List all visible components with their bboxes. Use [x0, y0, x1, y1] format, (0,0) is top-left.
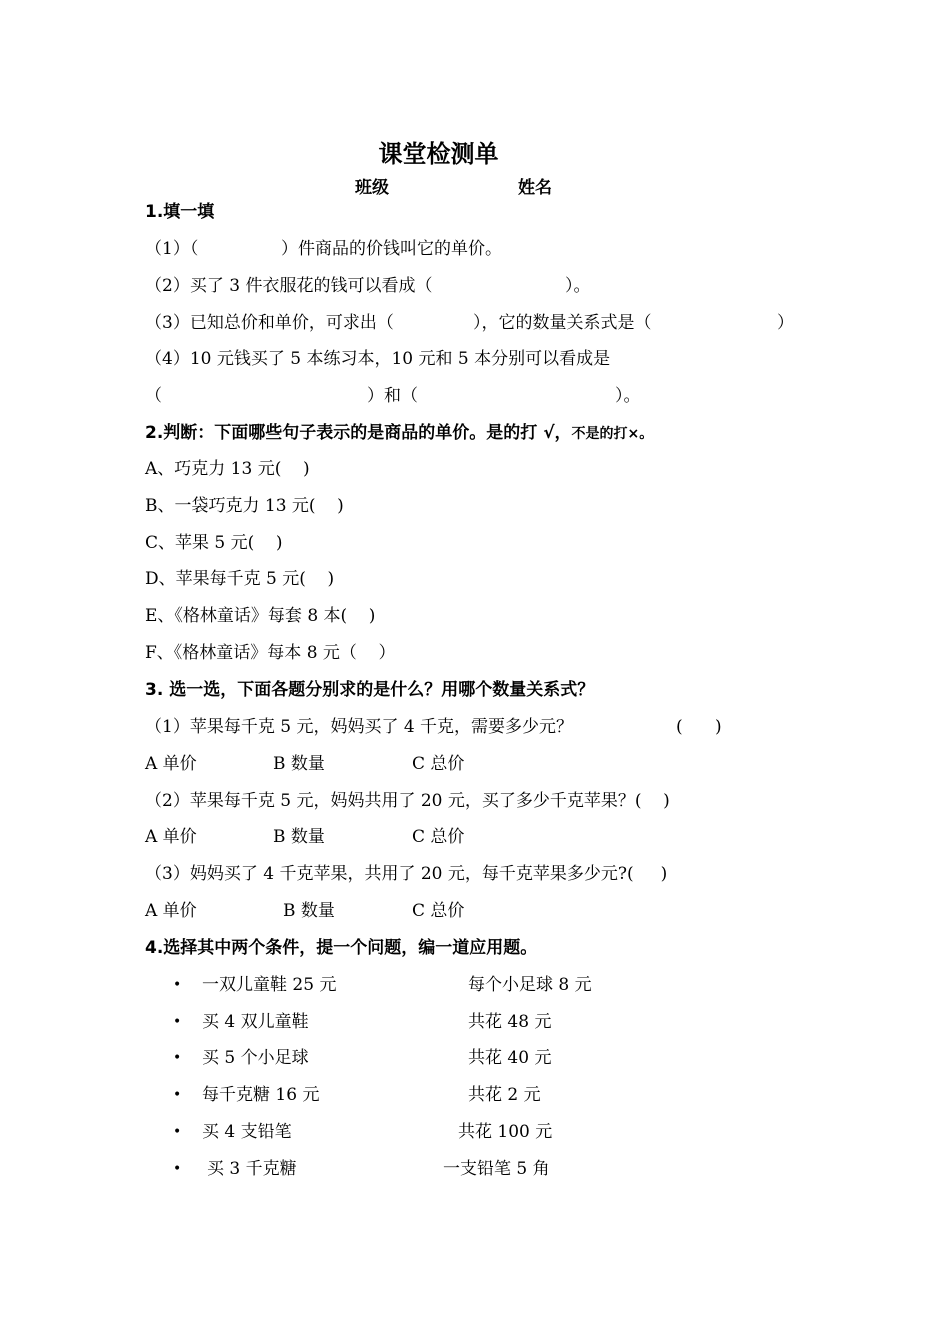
s4-row4-right: 共花 2 元	[468, 1085, 541, 1105]
name-label: 姓名	[518, 178, 552, 198]
s3-q1-paren: ( )	[676, 717, 722, 737]
s1-q3-mid: ），它的数量关系式是（	[473, 313, 652, 333]
s4-row4-left: 每千克糖 16 元	[202, 1085, 320, 1105]
s3-q1-opt-c: C 总价	[412, 754, 465, 774]
s2-item-b: B、一袋巧克力 13 元( )	[145, 496, 344, 516]
class-label: 班级	[355, 178, 389, 198]
s4-row5-right: 共花 100 元	[458, 1122, 553, 1142]
s4-row6-left: 买 3 千克糖	[207, 1159, 297, 1179]
s4-row2-right: 共花 48 元	[468, 1012, 552, 1032]
s1-q4-blank3: ）。	[615, 386, 641, 406]
s4-row6-right: 一支铅笔 5 角	[443, 1159, 550, 1179]
bullet-icon: •	[173, 1161, 182, 1177]
s3-q3-opt-c: C 总价	[412, 901, 465, 921]
section2-heading-main: 2.判断：下面哪些句子表示的是商品的单价。是的打 √，	[145, 423, 572, 443]
s3-q3-opt-a: A 单价	[145, 901, 197, 921]
s2-item-e: E、《格林童话》每套 8 本( )	[145, 606, 376, 626]
s4-row2-left: 买 4 双儿童鞋	[202, 1012, 309, 1032]
s4-row3-right: 共花 40 元	[468, 1048, 552, 1068]
bullet-icon: •	[173, 1087, 182, 1103]
s3-q2-opt-b: B 数量	[273, 827, 325, 847]
section4-heading: 4.选择其中两个条件，提一个问题，编一道应用题。	[145, 938, 538, 958]
s3-q2-opt-a: A 单价	[145, 827, 197, 847]
s4-row1-left: 一双儿童鞋 25 元	[202, 975, 337, 995]
s3-q1-opt-a: A 单价	[145, 754, 197, 774]
bullet-icon: •	[173, 1014, 182, 1030]
s2-item-d: D、苹果每千克 5 元( )	[145, 569, 335, 589]
page-title: 课堂检测单	[378, 140, 499, 168]
s3-q1: （1）苹果每千克 5 元，妈妈买了 4 千克，需要多少元？	[145, 717, 574, 737]
s4-row5-left: 买 4 支铅笔	[202, 1122, 292, 1142]
section2-heading	[145, 422, 653, 445]
s1-q2-start: （2）买了 3 件衣服花的钱可以看成（	[145, 276, 433, 296]
s4-row1-right: 每个小足球 8 元	[468, 975, 592, 995]
s3-q2: （2）苹果每千克 5 元，妈妈共用了 20 元，买了多少千克苹果？( )	[145, 791, 670, 811]
bullet-icon: •	[173, 977, 182, 993]
s4-row3-left: 买 5 个小足球	[202, 1048, 309, 1068]
bullet-icon: •	[173, 1050, 182, 1066]
s1-q3-start: （3）已知总价和单价，可求出（	[145, 313, 394, 333]
s1-q4: （4）10 元钱买了 5 本练习本，10 元和 5 本分别可以看成是	[145, 349, 611, 369]
s1-q3-end: ）	[777, 313, 794, 333]
section3-heading: 3. 选一选，下面各题分别求的是什么？用哪个数量关系式？	[145, 680, 595, 700]
s1-q4-blank1: （	[145, 386, 162, 406]
s3-q1-opt-b: B 数量	[273, 754, 325, 774]
s2-item-f: F、《格林童话》每本 8 元（ ）	[145, 643, 396, 663]
s1-q1-start: （1）（	[145, 239, 199, 259]
section2-heading-tail: 不是的打×。	[571, 426, 654, 442]
s2-item-c: C、苹果 5 元( )	[145, 533, 283, 553]
s3-q2-opt-c: C 总价	[412, 827, 465, 847]
s2-item-a: A、巧克力 13 元( )	[145, 459, 310, 479]
s3-q3: （3）妈妈买了 4 千克苹果，共用了 20 元，每千克苹果多少元?( )	[145, 864, 668, 884]
s1-q2-end: ）。	[565, 276, 591, 296]
section1-heading: 1.填一填	[145, 202, 215, 222]
s3-q3-opt-b: B 数量	[283, 901, 335, 921]
bullet-icon: •	[173, 1124, 182, 1140]
s1-q4-blank2: ）和（	[367, 386, 418, 406]
s1-q1-end: ）件商品的价钱叫它的单价。	[281, 239, 502, 259]
